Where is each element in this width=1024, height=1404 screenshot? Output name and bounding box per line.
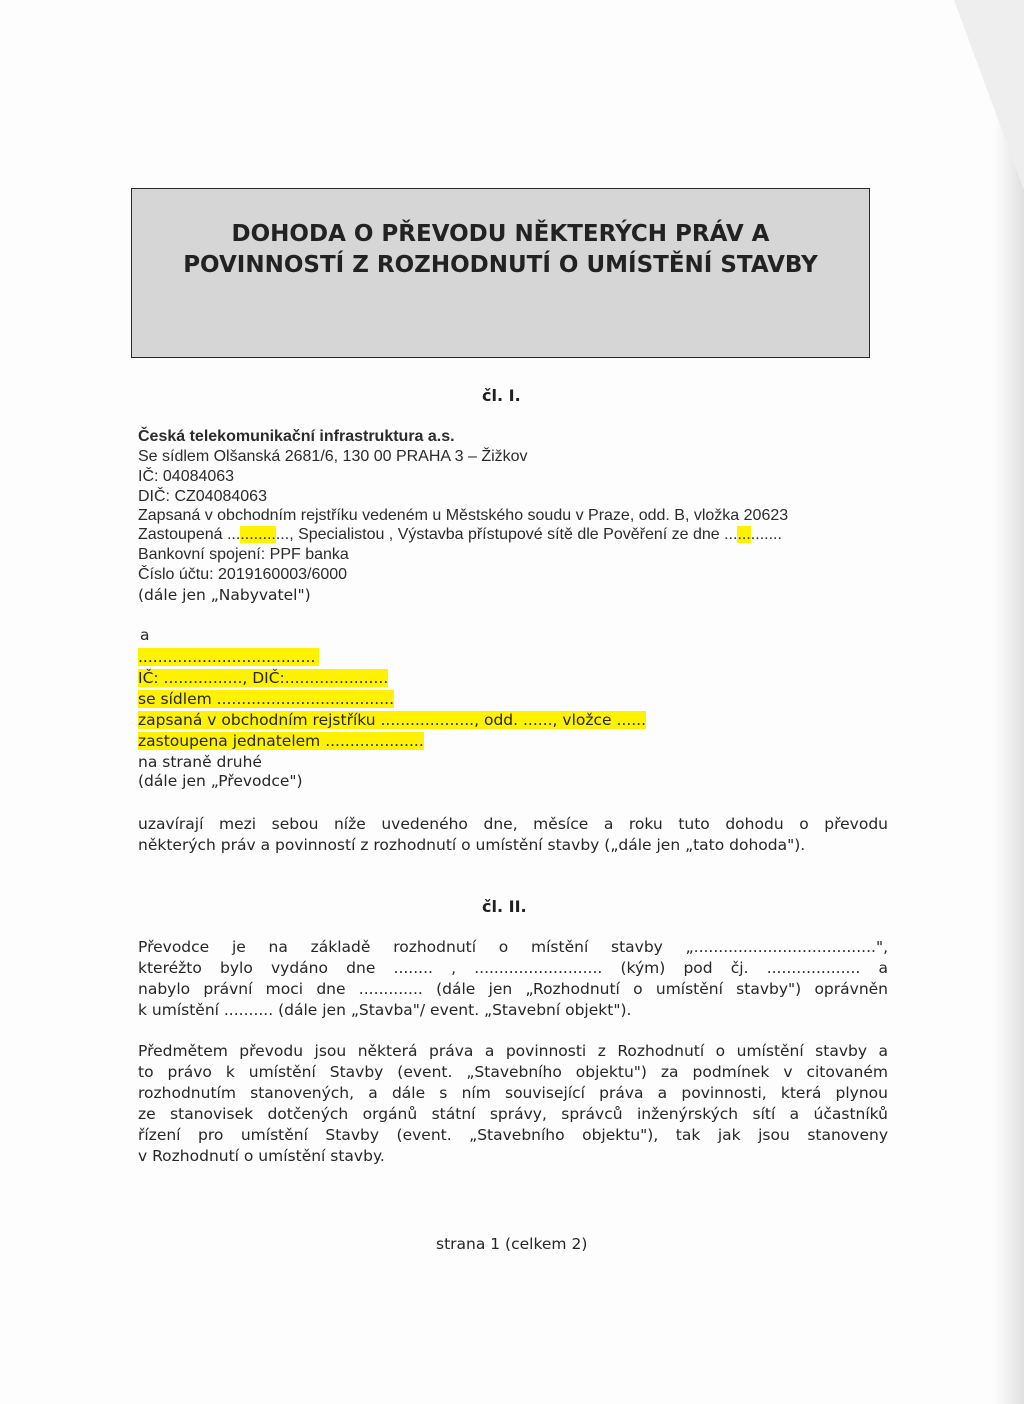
represented-blank-2: ... <box>737 526 751 543</box>
party2-seat-blank: se sídlem .................................... <box>138 690 394 708</box>
party2-ic-dic-blank: IČ: ................, DIČ:..................... <box>138 669 389 687</box>
para1-line: Převodce je na základě rozhodnutí o místění stavby „.....................................", <box>138 938 888 956</box>
para1-line: kteréžto bylo vydáno dne ........ , .......................... (kým) pod čj. ................... a <box>138 959 888 977</box>
party2-name <box>138 648 319 666</box>
para2-line: v Rozhodnutí o umístění stavby. <box>138 1147 385 1165</box>
para1-line: nabylo právní moci dne ............. (dále jen „Rozhodnutí o umístění stavby") oprávněn <box>138 980 888 998</box>
agreement-line-1: uzavírají mezi sebou níže uvedeného dne, měsíce a roku tuto dohodu o převodu <box>138 815 888 833</box>
agreement-line-2: některých práv a povinností z rozhodnutí o umístění stavby („dále jen „tato dohoda"). <box>138 836 806 854</box>
party2-ic-dic <box>138 669 388 687</box>
para2-line: to právo k umístění Stavby (event. „Stavebního objektu") za podmínek v citovaném <box>138 1063 888 1081</box>
party2-alias: (dále jen „Převodce") <box>138 772 303 790</box>
party1-ic: IČ: 04084063 <box>138 468 235 485</box>
party1-dic: DIČ: CZ04084063 <box>138 488 267 505</box>
represented-prefix: Zastoupená ... <box>138 526 241 543</box>
party2-side: na straně druhé <box>138 753 262 771</box>
para2-line: ze stanovisek dotčených orgánů státní správy, správců inženýrských sítí a účastníků <box>138 1105 888 1123</box>
party1-bank: Bankovní spojení: PPF banka <box>138 546 349 563</box>
party1-represented <box>138 526 782 544</box>
para2-line: rozhodnutím stanovených, a dále s ním související práva a povinnosti, která plynou <box>138 1084 888 1102</box>
represented-middle: ..., Specialistou , Výstavba přístupové sítě dle Pověření ze dne ... <box>275 526 738 543</box>
para1-line: k umístění .......... (dále jen „Stavba"/ event. „Stavební objekt"). <box>138 1001 632 1019</box>
party1-address: Se sídlem Olšanská 2681/6, 130 00 PRAHA 3 – Žižkov <box>138 448 528 465</box>
title-box <box>131 188 870 358</box>
represented-suffix: ....... <box>750 526 782 543</box>
party2-registry <box>138 711 646 729</box>
party2-represented <box>138 732 424 750</box>
document-title <box>132 219 869 281</box>
title-line-2: POVINNOSTÍ Z ROZHODNUTÍ O UMÍSTĚNÍ STAVBY <box>183 252 818 278</box>
party1-alias: (dále jen „Nabyvatel") <box>138 586 311 604</box>
title-line-1: DOHODA O PŘEVODU NĚKTERÝCH PRÁV A <box>231 221 770 247</box>
party2-registry-blank: zapsaná v obchodním rejstříku ..................., odd. ......, vložce ...... <box>138 711 647 729</box>
party2-name-blank: .................................... <box>138 648 319 666</box>
section-2-heading: čl. II. <box>482 897 527 916</box>
page-number: strana 1 (celkem 2) <box>436 1235 588 1253</box>
para2-line: řízení pro umístění Stavby (event. „Stavebního objektu"), tak jak jsou stanoveny <box>138 1126 888 1144</box>
section-1-heading: čl. I. <box>482 386 521 405</box>
party1-account: Číslo účtu: 2019160003/6000 <box>138 566 348 583</box>
party1-name: Česká telekomunikační infrastruktura a.s. <box>138 428 455 445</box>
and-connector: a <box>140 626 150 644</box>
page-corner-fold <box>954 0 1024 190</box>
party2-represented-blank: zastoupena jednatelem .................... <box>138 732 424 750</box>
scan-edge-shadow <box>994 0 1024 1404</box>
party1-registry: Zapsaná v obchodním rejstříku vedeném u Městského soudu v Praze, odd. B, vložka 20623 <box>138 507 789 524</box>
party2-seat <box>138 690 394 708</box>
represented-blank-1: ........ <box>240 526 276 543</box>
para2-line: Předmětem převodu jsou některá práva a povinnosti z Rozhodnutí o umístění stavby a <box>138 1042 888 1060</box>
